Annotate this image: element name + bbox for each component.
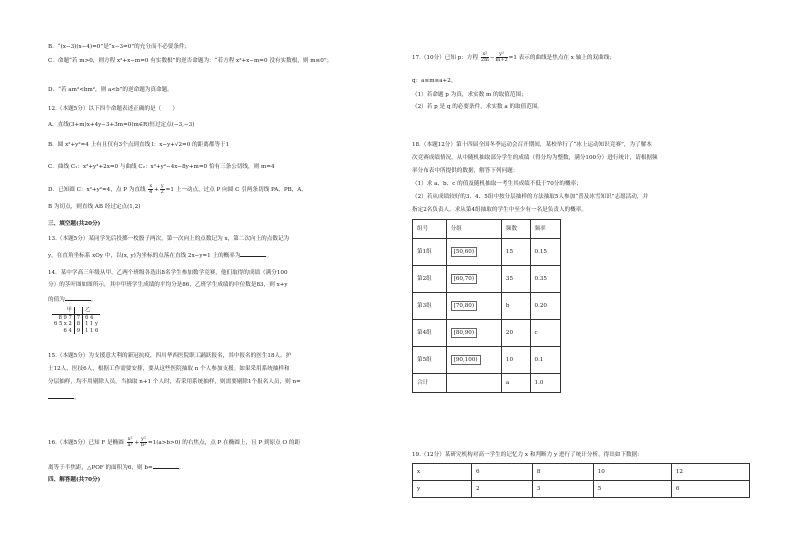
q12-option-d: D．已知圆 C：x²+y²=4，点 P 为直线 $\frac{x}{4}$ + $\frac{y}{2}$ =1 上一动点，过点 P 向圆 C 引两条切线 PA、PB，A、 [48,183,307,195]
table-row [413,293,561,320]
fraction: $\frac{\text{y²}}{m+2}$ [495,51,508,63]
table-cell: 8 [532,464,593,481]
q14-line-1: 14．某中学高三年级从甲、乙两个班级各选出8名学生参加数学竞赛，他们取得的成绩（满分100 [48,270,288,276]
table-cell: 第3组 [413,293,447,320]
q15-line-3: 分层抽样，均不用剔除人员，当抽取 n+1 个人时，若采用系统抽样，则需要剔除1个报名人员，则 n= [48,379,301,385]
q12-option-b: B．圆 x²+y²=4 上有且仅有3个点到直线 l：x−y+√2=0 的距离都等于1 [48,142,230,148]
table-cell: b [501,293,530,320]
table-cell: 35 [501,266,530,293]
q18-part-2-line-2: 指定2名负责人，求从第4组抽取的学生中至少有一名是负责人的概率。 [412,207,587,213]
fraction: $\frac{\text{x²}}{\text{a²}}$ [127,436,133,448]
table-header-row [413,220,561,239]
table-cell: 第4组 [413,320,447,347]
table-cell: 5 [593,481,671,498]
table-header-cell: 分组 [446,220,501,239]
table-cell: 0.35 [530,266,560,293]
q18-line-2: 次竞赛成绩情况，从中随机抽取部分学生的成绩（得分均为整数，满分100分）进行统计，请根据频 [412,155,658,161]
q18-part-1: （1）求 a、b、c 的值及随机抽取一考生其成绩不低于70分的概率； [412,181,582,187]
q18-line-1: 18.（本题12分）第十四届全国冬季运动会召开期间，某校举行了“冰上运动知识竞赛”，为了解本 [412,142,652,148]
table-total-row [413,374,561,393]
table-row [413,464,750,481]
table-cell: 第5组 [413,347,447,374]
table-row [413,347,561,374]
table-cell: 10 [593,464,671,481]
xy-data-table [412,463,750,498]
q13-line-1: 13.（本题5分）某同学先后投掷一枚骰子两次，第一次向上的点数记为 x，第二次向上的点数记为 [48,236,290,242]
q15-line-4: 。 [48,393,80,402]
fraction: $\frac{x}{4}$ [149,183,153,195]
q12-option-c: C．曲线 C₁：x²+y²+2x=0 与曲线 C₂：x²+y²−4x−8y+m=0 恰有三条公切线，则 m=4 [48,164,275,170]
q12-option-d-cont: B 为切点，则直线 AB 经过定点(1,2) [48,204,141,210]
table-cell: 15 [501,239,530,266]
table-header-cell: 频数 [501,220,530,239]
table-cell: [60,70) [446,266,501,293]
q14-line-3: 的值为 。 [48,297,97,303]
table-cell: [80,90) [446,320,501,347]
table-cell: 合计 [413,374,447,393]
q11-option-b: B．“(x−3)(x−4)=0”是“x−3=0”的充分而不必要条件； [48,44,191,50]
table-cell: 第1组 [413,239,447,266]
stem-leaf-plot: 甲 乙 8 9 7 7 6 4 6 5 x 2 8 1 1 y 6 4 9 1 1 6 [54,307,99,334]
q16-line-2: 离等于半焦距，△POF 的面积为6，则 b= 。 [48,465,185,471]
answer-blank [240,251,266,257]
answer-blank [153,463,179,469]
table-cell [446,374,501,393]
fraction: $\frac{y}{2}$ [160,183,164,195]
q17-part-1: （1）若命题 p 为真，求实数 m 的取值范围； [412,92,527,98]
table-header-cell: 组号 [413,220,447,239]
table-cell: y [413,481,472,498]
table-cell: 1.0 [530,374,560,393]
q11-option-c: C．命题“若 m>0，则方程 x²+x−m=0 有实数根”的逆否命题为：“若方程 x²+x−m=0 没有实数根，则 m≤0”； [48,58,333,64]
table-cell: [70,80) [446,293,501,320]
q19-stem: 19.（12分）某研究机构对高一学生的记忆力 x 和判断力 y 进行了统计分析，得出如下数据： [412,452,643,458]
q18-line-3: 率分布表中所提供的数据，解答下列问题： [412,168,519,174]
table-row [413,320,561,347]
q18-part-2-line-1: （2）若从成绩较好的3、4、5组中按分层抽样的方法抽取5人参加“普及冰雪知识”志愿活动，并 [412,194,649,200]
q14-line-2: 分）的茎叶图如图所示，其中甲班学生成绩的平均分是86，乙班学生成绩的中位数是83，则 x+y [48,282,288,288]
table-cell: 6 [671,481,749,498]
table-cell: 12 [671,464,749,481]
table-cell: 10 [501,347,530,374]
table-row [413,239,561,266]
q15-line-1: 15.（本题5分）为支援意大利的新冠抗疫，四川华西医院职工踊跃报名，其中报名的医生18人，护 [48,353,292,359]
q15-line-2: 士12人，医技6人，根据工作需要安排，要从这些医院抽取 n 个人参加支援。如果采用系统抽样和 [48,366,290,372]
section-4-heading: 四、解答题(共70分) [48,477,101,483]
q17-part-2: （2）若 p 是 q 的必要条件，求实数 a 的取值范围。 [412,104,544,110]
table-row [413,266,561,293]
answer-blank [65,295,91,301]
q12-title: 12.（本题5分）以下四个命题表述正确的是（ ） [48,106,178,112]
fraction: $\frac{\text{y²}}{\text{b²}}$ [140,436,147,448]
answer-blank [48,393,74,399]
q11-option-d: D．“若 am²<bm²，则 a<b”的逆命题为真命题。 [48,87,173,93]
q12-option-a: A．直线(3+m)x+4y−3+3m=0(m∈R)恒过定点(−3,−3) [48,122,195,128]
fraction: $\frac{\text{x²}}{2m}$ [480,51,489,63]
table-cell: c [530,320,560,347]
section-3-heading: 三、填空题(共20分) [48,221,101,227]
q17-line-1: 17.（10分）已知 p：方程 $\frac{\text{x²}}{2m}$ − $\frac{\text{y²}}{m+2}$ =1 表示的曲线是焦点在 x 轴上的双曲线； [412,51,615,63]
table-cell: 20 [501,320,530,347]
q16-line-1: 16.（本题5分）已知 F 是椭圆 $\frac{\text{x²}}{\text{a²}}$ + $\frac{\text{y²}}{\text{b²}}$ =1(a>b>0) 的右焦点，点 P 在椭圆上，且 P 到原点 O 的距 [48,436,301,448]
table-row [413,481,750,498]
table-cell: 0.1 [530,347,560,374]
table-cell: 0.15 [530,239,560,266]
table-cell: [90,100) [446,347,501,374]
q17-condition-q: q：a≤m≤a+2。 [412,78,457,84]
table-cell: a [501,374,530,393]
table-header-cell: 频率 [530,220,560,239]
table-cell: 2 [472,481,533,498]
table-cell: x [413,464,472,481]
table-cell: [50,60) [446,239,501,266]
table-cell: 第2组 [413,266,447,293]
frequency-table [412,219,561,393]
q13-line-2: y，在直角坐标系 xOy 中，以(x, y)为坐标的点落在直线 2x−y=1 上的概率为 。 [48,253,273,259]
table-cell: 0.20 [530,293,560,320]
table-cell: 6 [472,464,533,481]
table-cell: 3 [532,481,593,498]
